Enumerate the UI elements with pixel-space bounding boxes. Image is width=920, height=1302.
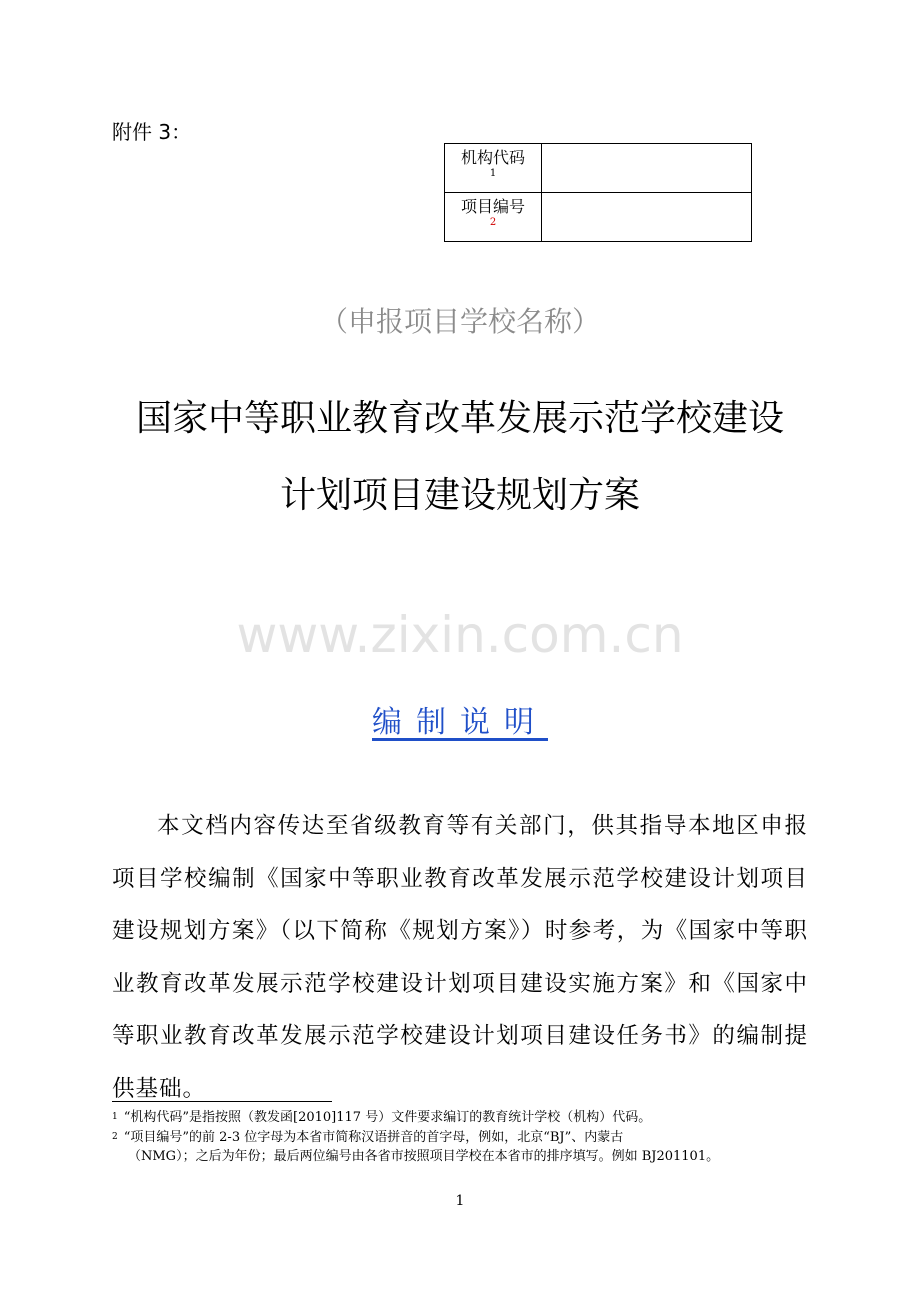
document-title-line1: 国家中等职业教育改革发展示范学校建设	[135, 398, 784, 439]
body-paragraph: 本文档内容传达至省级教育等有关部门，供其指导本地区申报项目学校编制《国家中等职业教育改革发展示范学校建设计划项目建设规划方案》（以下简称《规划方案》）时参考，为《国家中等职业教育改革发展示范学校建设计划项目建设实施方案》和《国家中等职业教育改革发展示范学校建设计划项目建设任务书》的编制提供基础。	[112, 813, 808, 1102]
org-code-label: 机构代码	[460, 148, 525, 167]
footnote-text-continued: （NMG）；之后为年份；最后两位编号由各省市按照项目学校在本省市的排序填写。例如 BJ201101。	[128, 1149, 720, 1164]
project-no-label-cell	[445, 193, 542, 242]
attachment-label: 附件 3：	[112, 120, 192, 144]
watermark: www.zixin.com.cn	[236, 606, 684, 664]
org-code-footnote-ref: 1	[489, 168, 497, 179]
footnote-2	[112, 1128, 802, 1166]
footnote-text: “机构代码”是指按照（教发函[2010]117 号）文件要求编订的教育统计学校（机构）代码。	[123, 1110, 652, 1125]
org-code-value	[542, 144, 752, 193]
project-no-label: 项目编号	[460, 197, 525, 216]
section-heading[interactable]	[0, 697, 920, 741]
document-title-line2: 计划项目建设规划方案	[279, 475, 640, 516]
org-code-label-cell	[445, 144, 542, 193]
footnote-mark: 2	[112, 1132, 118, 1142]
code-table	[444, 143, 752, 242]
footnote-1	[112, 1108, 802, 1127]
school-name-placeholder: （申报项目学校名称）	[319, 305, 600, 338]
page-number: 1	[455, 1193, 465, 1209]
project-no-value	[542, 193, 752, 242]
footnote-divider	[112, 1101, 332, 1102]
footnote-mark: 1	[112, 1112, 118, 1122]
section-heading-text[interactable]: 编制说明	[372, 705, 548, 740]
project-no-footnote-ref: 2	[489, 217, 497, 228]
footnote-text: “项目编号”的前 2-3 位字母为本省市简称汉语拼音的首字母，例如，北京“BJ”、内蒙古	[123, 1130, 624, 1145]
